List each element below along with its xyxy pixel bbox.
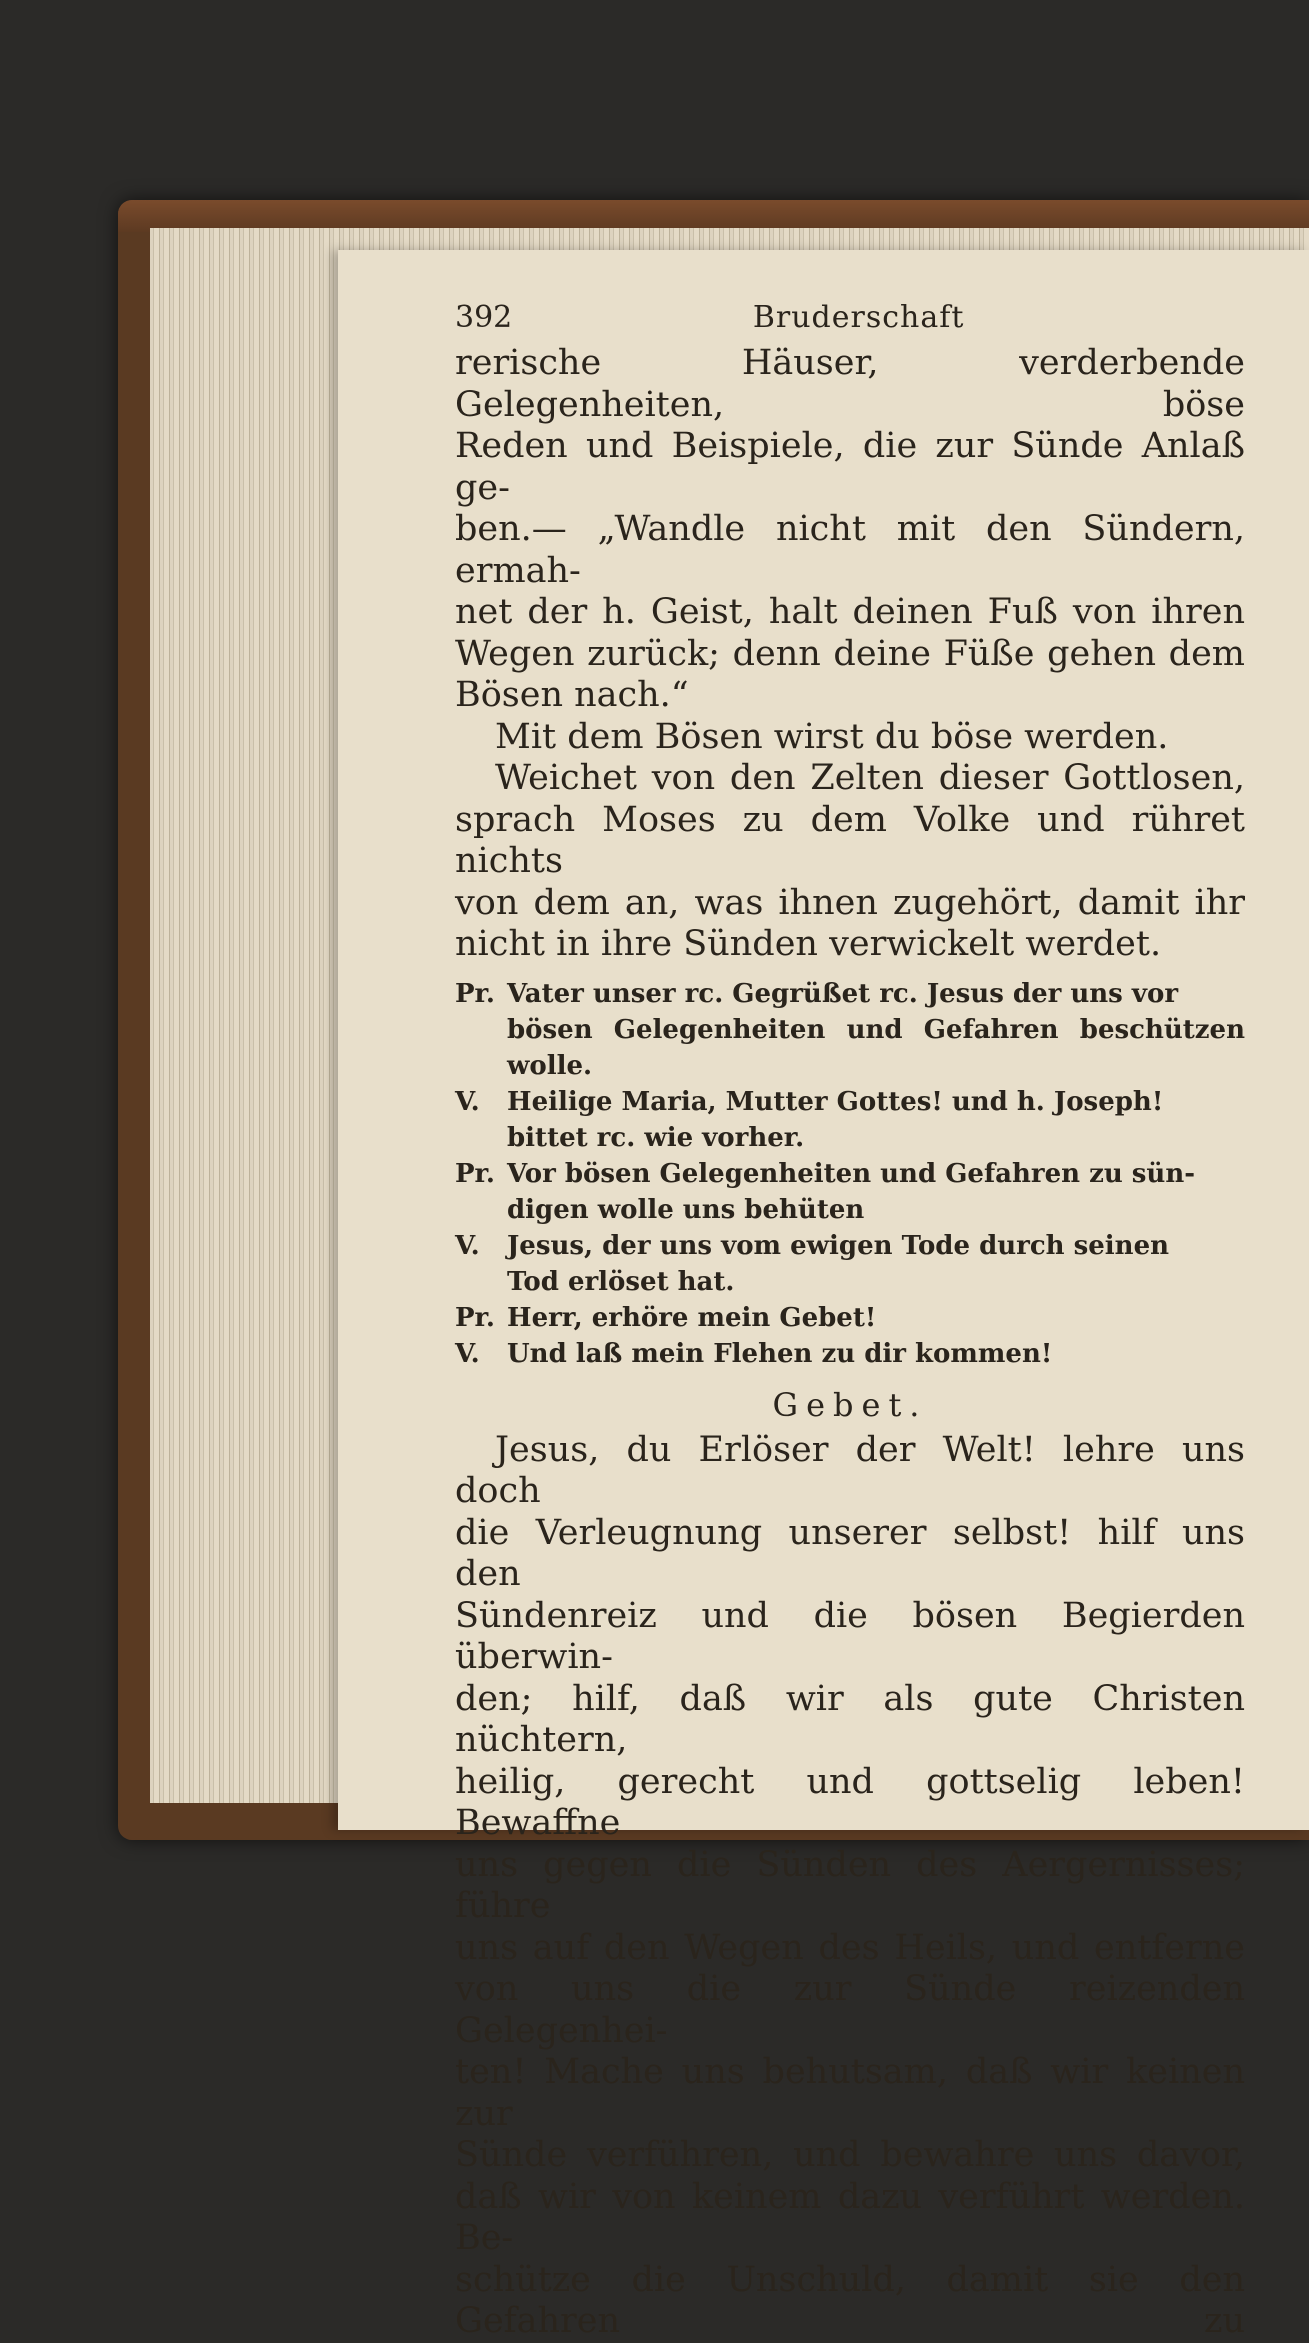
litany-line: [455, 1156, 1245, 1228]
litany-text-line: Tod erlöset hat.: [507, 1266, 735, 1297]
litany-text-line: digen wolle uns behüten: [507, 1194, 865, 1225]
text-line: daß wir von keinem dazu verführt werden. Be-: [455, 2176, 1245, 2258]
text-line: rerische Häuser, verderbende Gelegenheiten, böse: [455, 343, 1245, 425]
text-line: sprach Moses zu dem Volke und rühret nichts: [455, 799, 1245, 881]
speaker-label: Pr.: [455, 1158, 495, 1189]
speaker-label: V.: [455, 1086, 480, 1117]
litany-text: [507, 1084, 1245, 1156]
litany-line: [455, 976, 1245, 1084]
litany-text: [507, 976, 1245, 1084]
litany-text-line: Vor bösen Gelegenheiten und Gefahren zu sün-: [507, 1158, 1196, 1189]
text-line: ten! Mache uns behutsam, daß wir keinen zur: [455, 2052, 1245, 2134]
prayer-paragraph: [455, 1430, 1245, 2343]
text-line: heilig, gerecht und gottselig leben! Bewaffne: [455, 1761, 1245, 1843]
litany-line: [455, 1336, 1245, 1372]
litany-text-line: Vater unser rc. Gegrüßet rc. Jesus der uns vor: [507, 978, 1179, 1009]
litany-line: [455, 1300, 1245, 1336]
paragraph-1: [455, 343, 1245, 717]
litany-line: [455, 1084, 1245, 1156]
section-heading: Gebet.: [772, 1385, 928, 1424]
running-title: Bruderschaft: [752, 300, 965, 335]
page-number: 392: [455, 300, 513, 335]
litany-text-line: bösen Gelegenheiten und Gefahren beschützen wolle.: [507, 1014, 1245, 1081]
litany-text: [507, 1336, 1245, 1372]
paragraph-3: [455, 758, 1245, 966]
text-line: Jesus, du Erlöser der Welt! lehre uns doch: [455, 1429, 1245, 1511]
text-line: Sündenreiz und die bösen Begierden überwin-: [455, 1595, 1245, 1677]
text-line: uns gegen die Sünden des Aergernisses; führe: [455, 1844, 1245, 1926]
litany-text-line: Und laß mein Flehen zu dir kommen!: [507, 1338, 1053, 1369]
text-line: schütze die Unschuld, damit sie den Gefahren zu: [455, 2259, 1245, 2341]
running-header: [455, 300, 1245, 335]
text-line: Mit dem Bösen wirst du böse werden.: [495, 716, 1169, 757]
litany-text-line: bittet rc. wie vorher.: [507, 1122, 805, 1153]
speaker-label: V.: [455, 1338, 480, 1369]
litany-text-line: Jesus, der uns vom ewigen Tode durch seinen: [507, 1230, 1170, 1261]
litany-line: [455, 1228, 1245, 1300]
text-line: ben.— „Wandle nicht mit den Sündern, ermah-: [455, 509, 1245, 591]
text-line: von uns die zur Sünde reizenden Gelegenhei-: [455, 1969, 1245, 2051]
speaker-label: Pr.: [455, 978, 495, 1009]
text-line: Reden und Beispiele, die zur Sünde Anlaß ge-: [455, 426, 1245, 508]
litany-text-line: Herr, erhöre mein Gebet!: [507, 1302, 877, 1333]
litany-text: [507, 1228, 1245, 1300]
text-line: die Verleugnung unserer selbst! hilf uns den: [455, 1512, 1245, 1594]
text-line: Wegen zurück; denn deine Füße gehen dem: [455, 633, 1245, 674]
text-line: uns auf den Wegen des Heils, und entferne: [455, 1927, 1245, 1968]
text-line: von dem an, was ihnen zugehört, damit ihr: [455, 882, 1245, 923]
speaker-label: Pr.: [455, 1302, 495, 1333]
speaker-label: V.: [455, 1230, 480, 1261]
litany-text: [507, 1156, 1245, 1228]
text-line: net der h. Geist, halt deinen Fuß von ihren: [455, 592, 1245, 632]
litany-text: [507, 1300, 1245, 1336]
litany: [455, 976, 1245, 1372]
text-line: den; hilf, daß wir als gute Christen nüchtern,: [455, 1678, 1245, 1760]
text-line: Sünde verführen, und bewahre uns davor,: [455, 2135, 1245, 2175]
text-line: Bösen nach.“: [455, 675, 689, 715]
paragraph-2: [455, 717, 1245, 759]
litany-text-line: Heilige Maria, Mutter Gottes! und h. Joseph!: [507, 1086, 1164, 1117]
text-line: nicht in ihre Sünden verwickelt werdet.: [455, 924, 1162, 964]
text-line: Weichet von den Zelten dieser Gottlosen,: [495, 758, 1245, 798]
page-text: [455, 300, 1245, 2343]
